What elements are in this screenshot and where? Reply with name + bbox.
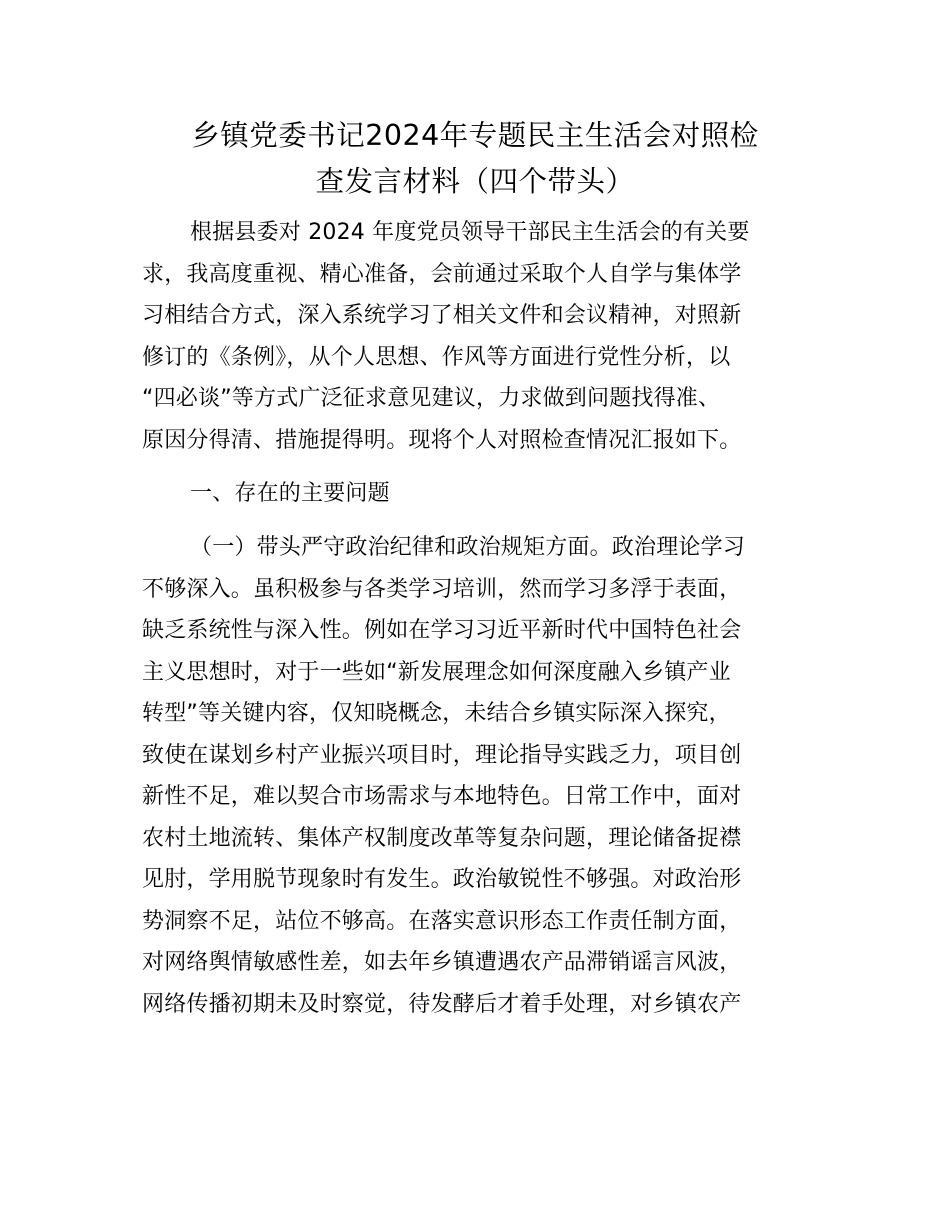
section-heading: 一、存在的主要问题 <box>190 481 390 506</box>
document-body <box>142 212 812 1025</box>
document-title <box>120 113 830 205</box>
paragraph-line: 致使在谋划乡村产业振兴项目时，理论指导实践乏力，项目创 <box>142 742 742 768</box>
paragraph-line: 求，我高度重视、精心准备，会前通过采取个人自学与集体学 <box>142 261 742 287</box>
spacer <box>142 461 812 471</box>
paragraph-line: 原因分得清、措施提得明。现将个人对照检查情况汇报如下。 <box>142 427 742 453</box>
paragraph-line: 农村土地流转、集体产权制度改革等复杂问题，理论储备捉襟 <box>142 825 742 851</box>
paragraph-political-discipline <box>142 527 812 1025</box>
paragraph-line: 新性不足，难以契合市场需求与本地特色。日常工作中，面对 <box>142 784 742 809</box>
title-line-2: 查发言材料（四个带头） <box>315 165 635 198</box>
paragraph-line: （一）带头严守政治纪律和政治规矩方面。政治理论学习 <box>190 535 746 560</box>
paragraph-intro <box>142 212 812 461</box>
paragraph-line: 修订的《条例》，从个人思想、作风等方面进行党性分析，以 <box>142 344 731 370</box>
paragraph-line: 缺乏系统性与深入性。例如在学习习近平新时代中国特色社会 <box>142 618 742 643</box>
paragraph-line: 转型”等关键内容，仅知晓概念，未结合乡镇实际深入探究， <box>142 701 731 726</box>
title-line-1: 乡镇党委书记2024年专题民主生活会对照检 <box>191 119 759 152</box>
paragraph-line: “四必谈”等方式广泛征求意见建议，力求做到问题找得准、 <box>142 386 721 411</box>
paragraph-line: 见肘，学用脱节现象时有发生。政治敏锐性不够强。对政治形 <box>142 867 742 892</box>
paragraph-line: 势洞察不足，站位不够高。在落实意识形态工作责任制方面， <box>142 908 742 934</box>
paragraph-line: 根据县委对 2024 年度党员领导干部民主生活会的有关要 <box>190 220 750 245</box>
spacer <box>142 517 812 527</box>
paragraph-line: 习相结合方式，深入系统学习了相关文件和会议精神，对照新 <box>142 303 742 328</box>
paragraph-line: 网络传播初期未及时察觉，待发酵后才着手处理，对乡镇农产 <box>142 991 742 1017</box>
paragraph-line: 主义思想时，对于一些如“新发展理念如何深度融入乡镇产业 <box>142 659 731 685</box>
paragraph-line: 不够深入。虽积极参与各类学习培训，然而学习多浮于表面， <box>142 576 742 602</box>
paragraph-line: 对网络舆情敏感性差，如去年乡镇遭遇农产品滞销谣言风波， <box>142 950 742 975</box>
